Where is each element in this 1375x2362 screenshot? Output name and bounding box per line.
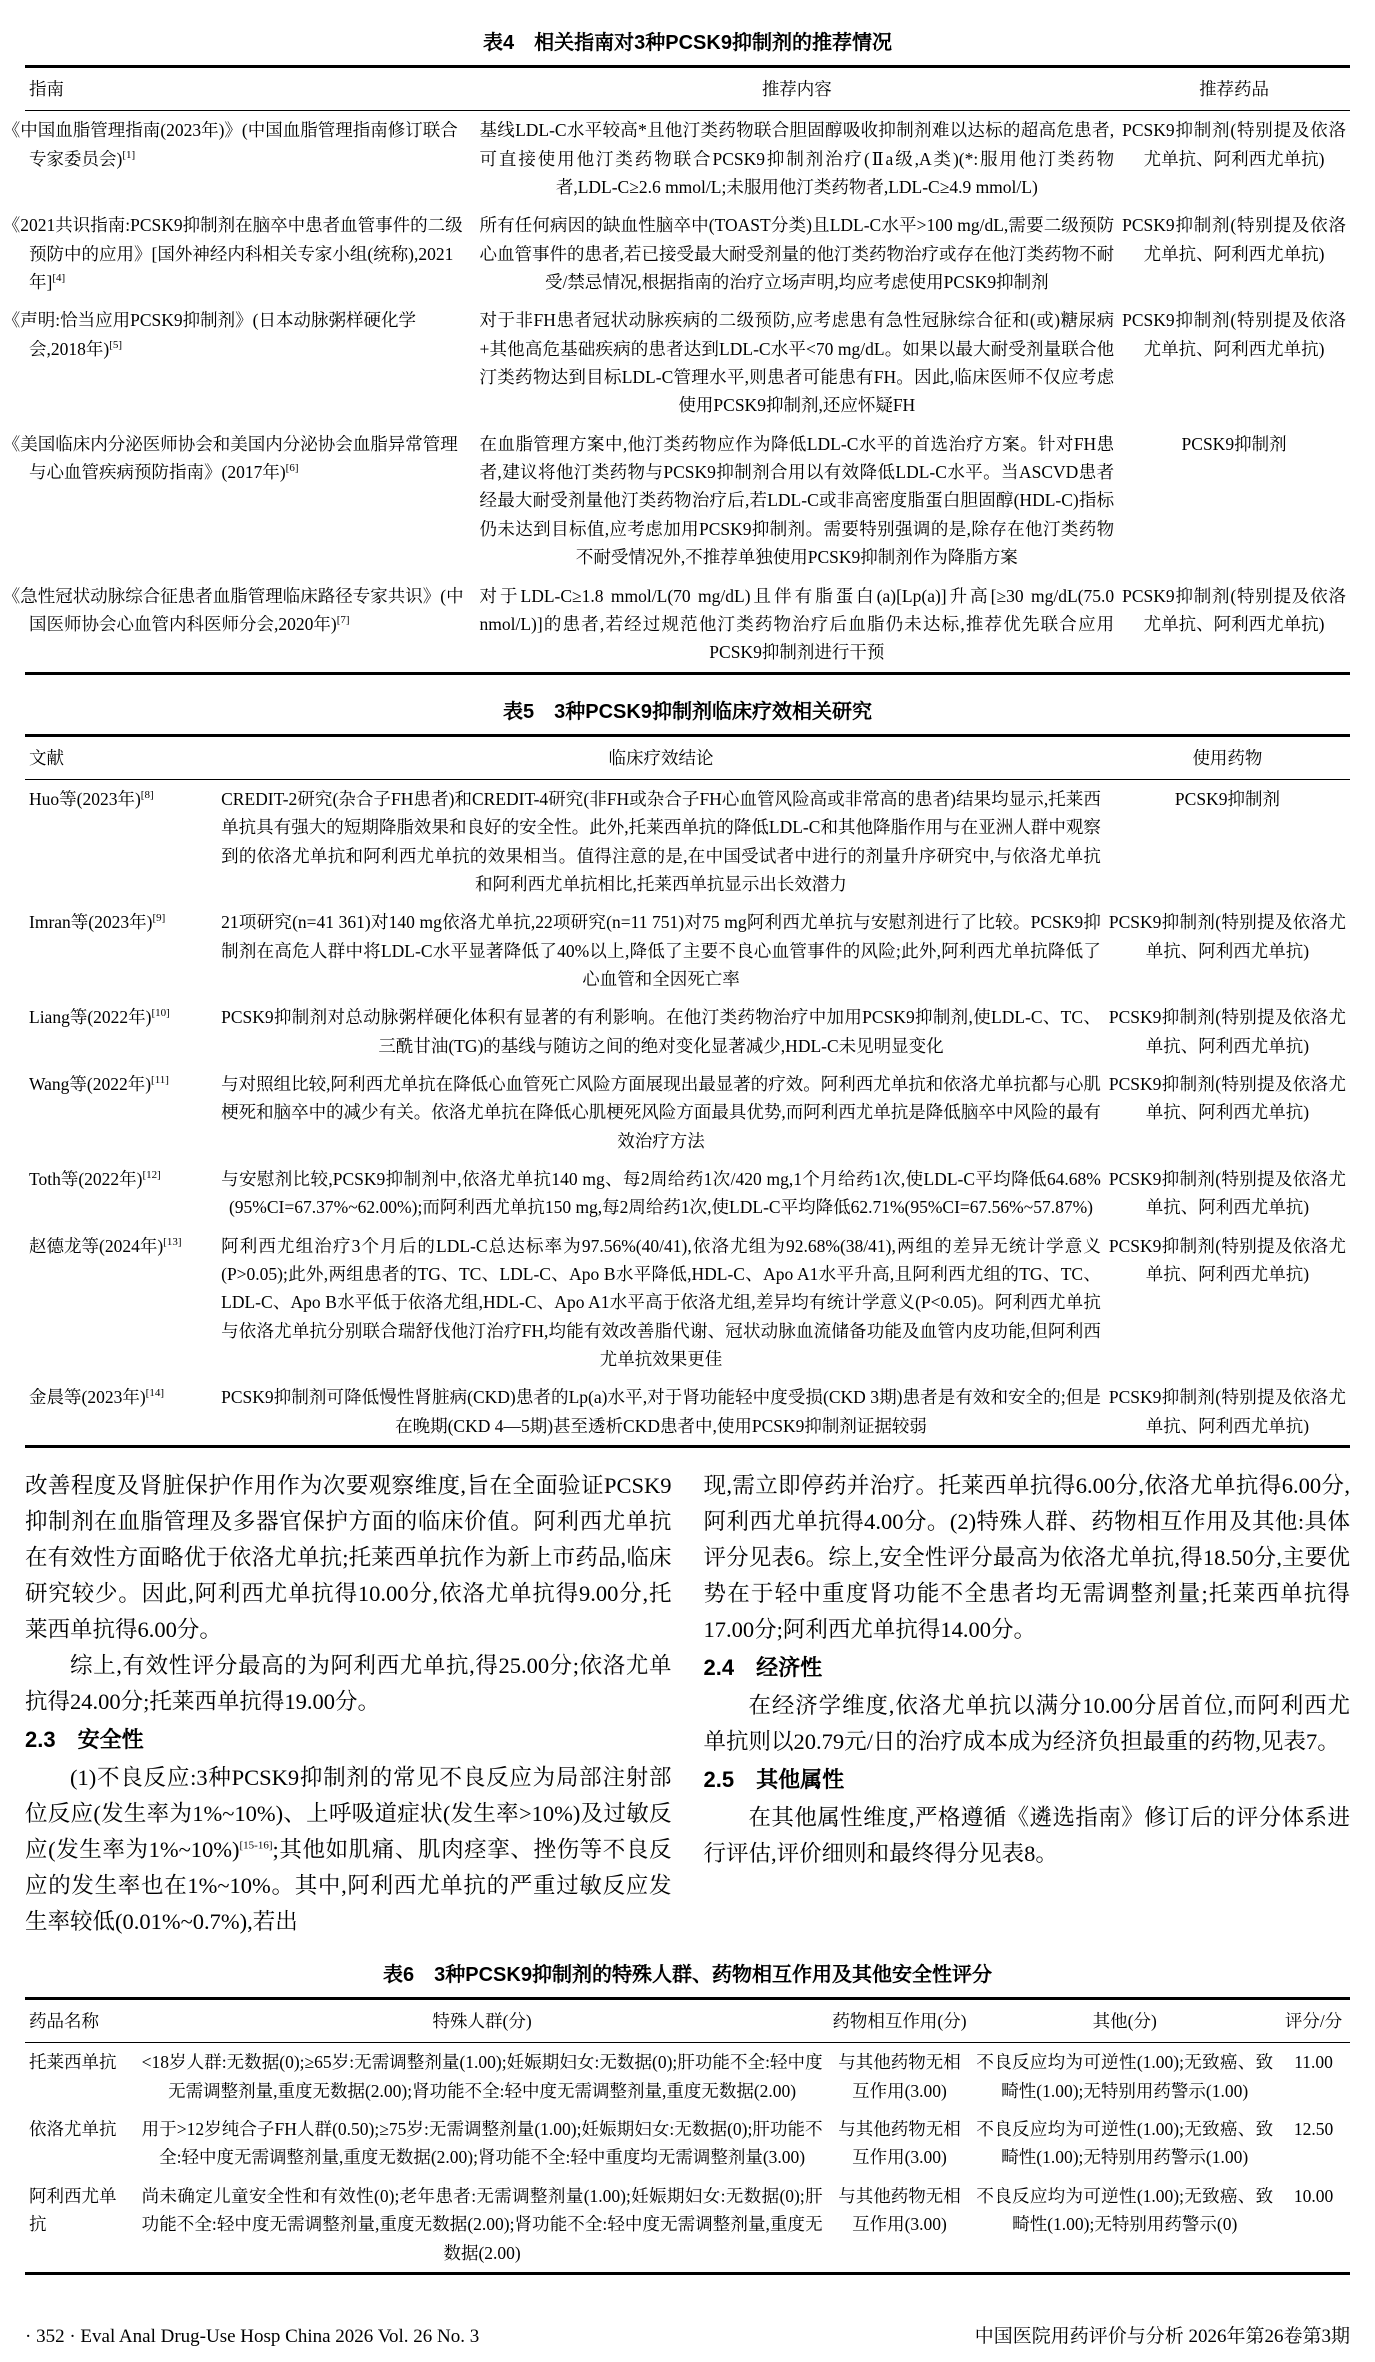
table4-col-content: 推荐内容 [476, 67, 1119, 111]
citation-ref: [7] [336, 614, 350, 627]
paragraph: 在经济学维度,依洛尤单抗以满分10.00分居首位,而阿利西尤单抗则以20.79元/日的治疗成本成为经济负担最重的药物,见表7。 [703, 1693, 1350, 1755]
author-cell [25, 779, 217, 903]
author-cell [25, 998, 217, 1065]
table5-header [25, 735, 1350, 779]
drug-cell: PCSK9抑制剂(特别提及依洛尤单抗、阿利西尤单抗) [1122, 215, 1346, 264]
table-row [25, 577, 1350, 674]
section-heading-2-3 [25, 1722, 672, 1758]
content-cell: 在血脂管理方案中,他汀类药物应作为降低LDL-C水平的首选治疗方案。针对FH患者,建议将他汀类药物与PCSK9抑制剂合用以有效降低LDL-C水平。当ASCVD患者经最大耐受剂量他汀类药物治疗后,若LDL-C或非高密度脂蛋白胆固醇(HDL-C)指标仍未达到目标值,应考虑加用PCSK9抑制剂。需要特别强调的是,除存在他汀类药物不耐受情况外,不推荐单独使用PCSK9抑制剂作为降脂方案 [479, 433, 1115, 568]
guide-text: 《美国临床内分泌医师协会和美国内分泌协会血脂异常管理与心血管疾病预防指南》(2017年) [2, 433, 458, 483]
table-row [25, 779, 1350, 903]
body-right-column [704, 1468, 1351, 1940]
table6-body [25, 2043, 1350, 2273]
guide-text: 《中国血脂管理指南(2023年)》(中国血脂管理指南修订联合专家委员会) [2, 120, 458, 169]
conclusion-cell: CREDIT-2研究(杂合子FH患者)和CREDIT-4研究(非FH或杂合子FH心血管风险高或非常高的患者)结果均显示,托莱西单抗具有强大的短期降脂效果和良好的安全性。此外,托莱西单抗的降低LDL-C和其他降脂作用与在亚洲人群中观察到的依洛尤单抗和阿利西尤单抗的效果相当。值得注意的是,在中国受试者中进行的剂量升序研究中,与依洛尤单抗和阿利西尤单抗相比,托莱西单抗显示出长效潜力 [221, 788, 1101, 894]
section-title: 经济性 [756, 1655, 823, 1681]
conclusion-cell: PCSK9抑制剂可降低慢性肾脏病(CKD)患者的Lp(a)水平,对于肾功能轻中度受损(CKD 3期)患者是有效和安全的;但是在晚期(CKD 4—5期)甚至透析CKD患者中,使用PCSK9抑制剂证据较弱 [221, 1387, 1101, 1436]
table4-title-text: 相关指南对3种PCSK9抑制剂的推荐情况 [534, 32, 892, 54]
interaction-cell: 与其他药物无相互作用(3.00) [838, 2052, 961, 2101]
score-cell: 10.00 [1293, 2185, 1334, 2206]
table-row [25, 425, 1350, 577]
table4-body [2, 111, 1350, 673]
drug-cell: PCSK9抑制剂(特别提及依洛尤单抗、阿利西尤单抗) [1108, 1387, 1346, 1436]
table-row [25, 998, 1350, 1065]
guide-cell [2, 425, 476, 577]
score-cell: 12.50 [1293, 2119, 1334, 2140]
other-cell: 不良反应均为可逆性(1.00);无致癌、致畸性(1.00);无特别用药警示(1.00) [976, 2052, 1274, 2101]
table6-label: 表6 [383, 1964, 415, 1987]
table6-col-interaction: 药物相互作用(分) [827, 1999, 973, 2043]
table5-col-conclusion: 临床疗效结论 [217, 735, 1105, 779]
paragraph-text: ;其他如肌痛、肌肉痉挛、挫伤等不良反应的发生率也在1%~10%。其中,阿利西尤单抗的严重过敏反应发生率较低(0.01%~0.7%),若出 [25, 1837, 672, 1935]
table6-section [25, 1952, 1350, 2275]
table6-title [25, 1958, 1350, 1987]
body-text [25, 1468, 1350, 1940]
table5-section [25, 689, 1350, 1449]
paragraph: 在其他属性维度,严格遵循《遴选指南》修订后的评分体系进行评估,评价细则和最终得分见表8。 [703, 1805, 1350, 1867]
citation-ref: [12] [142, 1169, 161, 1182]
table5-col-ref: 文献 [25, 735, 217, 779]
footer-left-journal-info: · 352 · Eval Anal Drug-Use Hosp China 2026 Vol. 26 No. 3 [25, 2325, 480, 2347]
table5-body [25, 779, 1350, 1446]
drug-cell: PCSK9抑制剂(特别提及依洛尤单抗、阿利西尤单抗) [1108, 1073, 1346, 1123]
table4-col-drug: 推荐药品 [1118, 67, 1350, 111]
score-cell: 11.00 [1294, 2052, 1333, 2073]
drug-cell: PCSK9抑制剂 [1174, 788, 1280, 809]
author-cell [25, 1160, 217, 1227]
table-row [25, 111, 1350, 207]
table-row [25, 2110, 1350, 2177]
table5-title-text: 3种PCSK9抑制剂临床疗效相关研究 [554, 700, 872, 723]
author-cell [25, 1378, 217, 1446]
table4-header [25, 67, 1350, 111]
section-title: 其他属性 [756, 1767, 845, 1793]
table-row [25, 2043, 1350, 2110]
table6-col-name: 药品名称 [25, 1999, 138, 2043]
guide-cell [2, 301, 476, 424]
table4-title [25, 26, 1350, 55]
author-text: Imran等(2023年) [29, 912, 153, 933]
table4-section [2, 20, 1350, 675]
drug-cell: PCSK9抑制剂(特别提及依洛尤单抗、阿利西尤单抗) [1108, 1169, 1346, 1218]
drug-name-cell: 依洛尤单抗 [29, 2119, 117, 2140]
page-footer [25, 2275, 1350, 2348]
table6-col-special: 特殊人群(分) [138, 1999, 827, 2043]
table6-col-other: 其他(分) [972, 1999, 1277, 2043]
table-row [25, 301, 1350, 424]
guide-cell [2, 111, 476, 207]
paragraph: 改善程度及肾脏保护作用作为次要观察维度,旨在全面验证PCSK9抑制剂在血脂管理及多器官保护方面的临床价值。阿利西尤单抗在有效性方面略优于依洛尤单抗;托莱西单抗作为新上市药品,临床研究较少。因此,阿利西尤单抗得10.00分,依洛尤单抗得9.00分,托莱西单抗得6.00分。 [25, 1473, 672, 1643]
conclusion-cell: 阿利西尤组治疗3个月后的LDL-C总达标率为97.56%(40/41),依洛尤组为92.68%(38/41),两组的差异无统计学意义(P>0.05);此外,两组患者的TG、TC、LDL-C、Apo B水平降低,HDL-C、Apo A1水平升高,且阿利西尤组的TG、TC、LDL-C、Apo B水平低于依洛尤组,HDL-C、Apo A1水平高于依洛尤组,差异均有统计学意义(P<0.05)。阿利西尤单抗与依洛尤单抗分别联合瑞舒伐他汀治疗FH,均能有效改善脂代谢、冠状动脉血流储备功能及血管内皮功能,但阿利西尤单抗效果更佳 [221, 1235, 1101, 1370]
author-text: 赵德龙等(2024年) [29, 1235, 164, 1256]
guide-text: 《2021共识指南:PCSK9抑制剂在脑卒中患者血管事件的二级预防中的应用》[国外神经内科相关专家小组(统称),2021年] [2, 215, 463, 293]
table6-header-row [25, 1999, 1350, 2043]
table-row [25, 206, 1350, 301]
section-number: 2.4 [703, 1655, 735, 1681]
table-row [25, 1227, 1350, 1379]
section-number: 2.5 [703, 1767, 735, 1793]
special-population-cell: 尚未确定儿童安全性和有效性(0);老年患者:无需调整剂量(1.00);妊娠期妇女:无数据(0);肝功能不全:轻中度无需调整剂量,重度无数据(2.00);肾功能不全:轻中度无需调整剂量,重度无数据(2.00) [141, 2185, 823, 2263]
section-title: 安全性 [77, 1727, 144, 1753]
table4-header-row [25, 67, 1350, 111]
table6-col-score: 评分/分 [1277, 1999, 1350, 2043]
drug-cell: PCSK9抑制剂 [1181, 433, 1287, 454]
table5-title [25, 695, 1350, 724]
table5-col-drug: 使用药物 [1105, 735, 1350, 779]
guide-text: 《急性冠状动脉综合征患者血脂管理临床路径专家共识》(中国医师协会心血管内科医师分会,2020年) [2, 585, 464, 634]
table-row [25, 903, 1350, 998]
author-text: 金晨等(2023年) [29, 1387, 146, 1408]
table4 [2, 65, 1350, 675]
conclusion-cell: PCSK9抑制剂对总动脉粥样硬化体积有显著的有利影响。在他汀类药物治疗中加用PCSK9抑制剂,使LDL-C、TC、三酰甘油(TG)的基线与随访之间的绝对变化显著减少,HDL-C未见明显变化 [221, 1007, 1101, 1056]
author-cell [25, 1227, 217, 1379]
table-row [25, 1160, 1350, 1227]
special-population-cell: 用于>12岁纯合子FH人群(0.50);≥75岁:无需调整剂量(1.00);妊娠期妇女:无数据(0);肝功能不全:轻中度无需调整剂量,重度无数据(2.00);肾功能不全:轻中重度均无需调整剂量(3.00) [141, 2119, 823, 2168]
citation-ref: [1] [122, 148, 136, 161]
table4-label: 表4 [483, 32, 515, 54]
paragraph: 现,需立即停药并治疗。托莱西单抗得6.00分,依洛尤单抗得6.00分,阿利西尤单抗得4.00分。(2)特殊人群、药物相互作用及其他:具体评分见表6。综上,安全性评分最高为依洛尤单抗,得18.50分,主要优势在于轻中重度肾功能不全患者均无需调整剂量;托莱西单抗得17.00分;阿利西尤单抗得14.00分。 [703, 1473, 1350, 1643]
author-cell [25, 1065, 217, 1160]
citation-ref: [15-16] [239, 1839, 273, 1852]
table5-label: 表5 [503, 700, 535, 723]
drug-cell: PCSK9抑制剂(特别提及依洛尤单抗、阿利西尤单抗) [1122, 120, 1346, 169]
interaction-cell: 与其他药物无相互作用(3.00) [838, 2185, 961, 2235]
table-row [25, 1378, 1350, 1446]
drug-cell: PCSK9抑制剂(特别提及依洛尤单抗、阿利西尤单抗) [1108, 1007, 1346, 1056]
other-cell: 不良反应均为可逆性(1.00);无致癌、致畸性(1.00);无特别用药警示(0) [976, 2185, 1274, 2235]
conclusion-cell: 与安慰剂比较,PCSK9抑制剂中,依洛尤单抗140 mg、每2周给药1次/420 mg,1个月给药1次,使LDL-C平均降低64.68%(95%CI=67.37%~62.00%);而阿利西尤单抗150 mg,每2周给药1次,使LDL-C平均降低62.71%(95%CI=67.56%~57.87%) [221, 1169, 1101, 1218]
citation-ref: [6] [285, 462, 299, 475]
table6-header [25, 1999, 1350, 2043]
table6-title-text: 3种PCSK9抑制剂的特殊人群、药物相互作用及其他安全性评分 [434, 1964, 992, 1987]
citation-ref: [5] [109, 338, 123, 351]
guide-text: 《声明:恰当应用PCSK9抑制剂》(日本动脉粥样硬化学会,2018年) [2, 310, 416, 359]
table5-header-row [25, 735, 1350, 779]
section-heading-2-5 [704, 1762, 1351, 1798]
body-left-column [25, 1468, 672, 1940]
drug-cell: PCSK9抑制剂(特别提及依洛尤单抗、阿利西尤单抗) [1108, 912, 1346, 961]
author-text: Huo等(2023年) [29, 788, 141, 809]
content-cell: 基线LDL-C水平较高*且他汀类药物联合胆固醇吸收抑制剂难以达标的超高危患者,可直接使用他汀类药物联合PCSK9抑制剂治疗(Ⅱa级,A类)(*:服用他汀类药物者,LDL-C≥2.6 mmol/L;未服用他汀类药物者,LDL-C≥4.9 mmol/L) [479, 120, 1115, 198]
drug-name-cell: 托莱西单抗 [29, 2052, 117, 2073]
citation-ref: [13] [163, 1235, 182, 1248]
table6 [25, 1997, 1350, 2275]
other-cell: 不良反应均为可逆性(1.00);无致癌、致畸性(1.00);无特别用药警示(1.00) [976, 2119, 1274, 2168]
citation-ref: [8] [140, 789, 154, 802]
citation-ref: [10] [151, 1007, 170, 1020]
drug-name-cell: 阿利西尤单抗 [29, 2185, 117, 2235]
paragraph-text: (1)不良反应:3种PCSK9抑制剂的常见不良反应为局部注射部位反应(发生率为1%~10%)、上呼吸道症状(发生率>10%)及过敏反应(发生率为1%~10%) [25, 1765, 672, 1863]
citation-ref: [4] [52, 272, 66, 285]
table4-col-guide: 指南 [25, 67, 476, 111]
conclusion-cell: 21项研究(n=41 361)对140 mg依洛尤单抗,22项研究(n=11 751)对75 mg阿利西尤单抗与安慰剂进行了比较。PCSK9抑制剂在高危人群中将LDL-C水平显著降低了40%以上,降低了主要不良心血管事件的风险;此外,阿利西尤单抗降低了心血管和全因死亡率 [221, 912, 1101, 989]
table5 [25, 734, 1350, 1449]
section-number: 2.3 [25, 1727, 56, 1753]
interaction-cell: 与其他药物无相互作用(3.00) [838, 2119, 961, 2168]
citation-ref: [11] [151, 1074, 169, 1087]
author-text: Liang等(2022年) [29, 1007, 152, 1028]
author-text: Toth等(2022年) [29, 1169, 143, 1189]
guide-cell [2, 206, 476, 301]
content-cell: 所有任何病因的缺血性脑卒中(TOAST分类)且LDL-C水平>100 mg/dL,需要二级预防心血管事件的患者,若已接受最大耐受剂量的他汀类药物治疗或存在他汀类药物不耐受/禁忌情况,根据指南的治疗立场声明,均应考虑使用PCSK9抑制剂 [479, 215, 1115, 293]
special-population-cell: <18岁人群:无数据(0);≥65岁:无需调整剂量(1.00);妊娠期妇女:无数据(0);肝功能不全:轻中度无需调整剂量,重度无数据(2.00);肾功能不全:轻中度无需调整剂量,重度无数据(2.00) [141, 2052, 823, 2101]
section-heading-2-4 [704, 1650, 1351, 1686]
citation-ref: [9] [152, 912, 166, 925]
footer-right-journal-info: 中国医院用药评价与分析 2026年第26卷第3期 [974, 2325, 1350, 2347]
paragraph: 综上,有效性评分最高的为阿利西尤单抗,得25.00分;依洛尤单抗得24.00分;托莱西单抗得19.00分。 [25, 1653, 672, 1715]
drug-cell: PCSK9抑制剂(特别提及依洛尤单抗、阿利西尤单抗) [1108, 1235, 1346, 1285]
content-cell: 对于LDL-C≥1.8 mmol/L(70 mg/dL)且伴有脂蛋白(a)[Lp(a)]升高[≥30 mg/dL(75.0 nmol/L)]的患者,若经过规范他汀类药物治疗后血脂仍未达标,推荐优先联合应用PCSK9抑制剂进行干预 [479, 585, 1115, 663]
author-text: Wang等(2022年) [29, 1073, 152, 1094]
table-row [25, 2177, 1350, 2274]
drug-cell: PCSK9抑制剂(特别提及依洛尤单抗、阿利西尤单抗) [1122, 310, 1346, 359]
table-row [25, 1065, 1350, 1160]
citation-ref: [14] [145, 1387, 164, 1400]
conclusion-cell: 与对照组比较,阿利西尤单抗在降低心血管死亡风险方面展现出最显著的疗效。阿利西尤单抗和依洛尤单抗都与心肌梗死和脑卒中的减少有关。依洛尤单抗在降低心肌梗死风险方面最具优势,而阿利西尤单抗是降低脑卒中风险的最有效治疗方法 [221, 1073, 1101, 1151]
drug-cell: PCSK9抑制剂(特别提及依洛尤单抗、阿利西尤单抗) [1122, 585, 1346, 634]
paragraph [25, 1760, 672, 1940]
content-cell: 对于非FH患者冠状动脉疾病的二级预防,应考虑患有急性冠脉综合征和(或)糖尿病+其他高危基础疾病的患者达到LDL-C水平<70 mg/dL。如果以最大耐受剂量联合他汀类药物达到目标LDL-C管理水平,则患者可能患有FH。因此,临床医师不仅应考虑使用PCSK9抑制剂,还应怀疑FH [479, 310, 1115, 416]
guide-cell [2, 577, 476, 674]
author-cell [25, 903, 217, 998]
